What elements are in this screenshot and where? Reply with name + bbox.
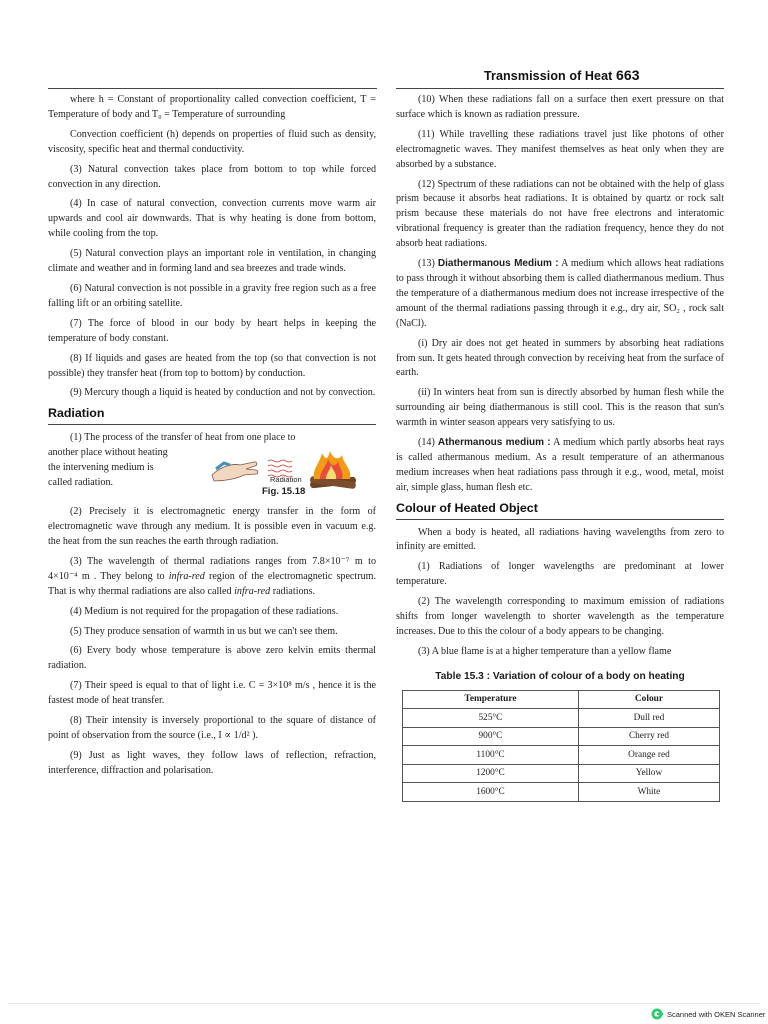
right-top-rule: [396, 88, 724, 89]
colour-table: [402, 690, 720, 802]
colour-point-2: (2) The wavelength corresponding to maximum emission of radiations shifts from longer wavelength to shorter wavelength as the temperature increases. Due to this the colour of a body appears to be changing.: [396, 596, 724, 637]
r14-text: A medium which partly absorbs heat rays is called athermanous medium. As a result temperature of an athermanous medium increases when heat radiations pass through it e.g., wood, metal, moist air, simple glass, human flesh etc.: [396, 437, 725, 493]
radiation-point-5: (5) They produce sensation of warmth in us but we can't see them.: [70, 625, 338, 637]
table-row: [403, 727, 720, 746]
radiation-point-2: (2) Precisely it is electromagnetic energy transfer in the form of electromagnetic wave through any medium. It is possible even in vacuum e.g. the heat from the sun reaches the earth through radiation.: [48, 506, 376, 548]
radiation-line-4: called radiation.: [48, 476, 114, 488]
header-title: Transmission of Heat: [484, 69, 613, 83]
paragraph-where: where h = Constant of proportionality called convection coefficient, T = Temperature of body and T₀ = Temperature of surrounding: [48, 94, 376, 120]
radiation-point-6: (6) Every body whose temperature is above zero kelvin emits thermal radiation.: [48, 645, 376, 672]
colour-intro: When a body is heated, all radiations having wavelengths from zero to infinity are emitted.: [396, 526, 724, 553]
table-cell: Cherry red: [578, 727, 719, 746]
r13-number: (13): [418, 258, 438, 270]
paragraph-coefficient: Convection coefficient (h) depends on properties of fluid such as density, viscosity, specific heat and thermal conductivity.: [48, 128, 376, 155]
paragraph-4: (4) In case of natural convection, convection currents move warm air upwards and cool air downwards. That is why heating is done from bottom, while cooling from the top.: [48, 198, 376, 240]
table-row: [403, 783, 720, 802]
paragraph-9: (9) Mercury though a liquid is heated by conduction and not by convection.: [70, 387, 376, 399]
paragraph-6: (6) Natural convection is not possible in a gravity free region such as a free falling lift or an orbiting satellite.: [48, 282, 376, 309]
table-header-colour: Colour: [578, 690, 719, 709]
table-cell: 525°C: [403, 709, 579, 728]
table-row: [403, 709, 720, 728]
page-header: [484, 67, 640, 83]
table-header-temperature: Temperature: [403, 690, 579, 709]
athermanous-term: Athermanous medium :: [437, 437, 551, 449]
table-cell: Orange red: [578, 746, 719, 765]
figure-label: Radiation: [270, 475, 302, 485]
scanner-watermark: [651, 1008, 765, 1020]
r3-part-e: radiations.: [270, 585, 316, 597]
radiation-point-13-ii: (ii) In winters heat from sun is directly absorbed by human flesh while the surrounding air being diathermanous is still cool. This is the reason that sun's warmth in winter season appears very satisfying to us.: [396, 387, 724, 429]
r3-part-c: region of the electromagnetic spectrum. That is why thermal radiations are also called: [48, 570, 376, 597]
diathermanous-term: Diathermanous Medium :: [437, 258, 559, 270]
radiation-point-7: (7) Their speed is equal to that of light i.e. C = 3×10⁸ m/s , hence it is the fastest mode of heat transfer.: [48, 680, 376, 707]
table-row: [403, 764, 720, 783]
scanner-text: Scanned with OKEN Scanner: [667, 1009, 766, 1019]
radiation-point-13-i: (i) Dry air does not get heated in summers by absorbing heat radiations from sun. It gets heated through convection by receiving heat from the surface of earth.: [396, 337, 724, 379]
radiation-point-9: (9) Just as light waves, they follow laws of reflection, refraction, interference, diffraction and polarisation.: [48, 749, 376, 776]
table-cell: 1200°C: [403, 764, 579, 783]
radiation-heading: Radiation: [48, 406, 376, 425]
right-column: [396, 93, 724, 802]
radiation-point-12: (12) Spectrum of these radiations can not be obtained with the help of glass prism because it absorbs heat radiations. It is obtained by quartz or rock salt prism because these materials do not have free electrons and interatomic vibrational frequency is greater than the radiation frequency, hence they do not absorb heat radiations.: [396, 178, 724, 250]
radiation-point-3: [48, 555, 376, 600]
table-cell: Dull red: [578, 709, 719, 728]
table-cell: 1100°C: [403, 746, 579, 765]
table-cell: Yellow: [578, 764, 719, 783]
r3-part-a: (3) The wavelength of thermal radiations ranges from 7.8×10⁻⁷ m to 4×10⁻⁴ m . They belong to: [48, 555, 376, 582]
colour-point-1: (1) Radiations of longer wavelengths are predominant at lower temperature.: [396, 561, 724, 588]
paragraph-3: (3) Natural convection takes place from bottom to top while forced convection in any direction.: [48, 163, 376, 190]
radiation-point-8: (8) Their intensity is inversely proportional to the square of distance of point of observation from the source (i.e., I ∝ 1/d² ).: [48, 715, 376, 741]
radiation-point-14: [396, 436, 724, 496]
table-header-row: [403, 690, 720, 709]
table-row: [403, 746, 720, 765]
r3-part-b: infra-red: [168, 570, 205, 582]
left-top-rule: [48, 88, 377, 89]
r13-text: A medium which allows heat radiations to pass through it without absorbing them is called diathermanous medium. Thus the temperature of a diathermanous medium does not increase irrespective of the amount of the thermal radiations passing through it e.g., dry air, SO₂ , rock salt (NaCl).: [396, 258, 724, 329]
table-cell: White: [578, 783, 719, 802]
r14-number: (14): [418, 437, 438, 449]
table-cell: 900°C: [403, 727, 579, 746]
radiation-point-4: (4) Medium is not required for the propagation of these radiations.: [70, 605, 339, 617]
scanner-logo-icon: [651, 1008, 663, 1020]
colour-point-3: (3) A blue flame is at a higher temperature than a yellow flame: [418, 645, 672, 657]
page-number: 663: [616, 67, 640, 83]
footer-divider: [8, 1003, 760, 1004]
paragraph-5: (5) Natural convection plays an important role in ventilation, in changing climate and weather and in forming land and sea breezes and trade winds.: [48, 248, 376, 275]
left-column: [48, 93, 376, 784]
radiation-point-11: (11) While travelling these radiations travel just like photons of other electromagnetic waves. They manifest themselves as heat only when they are absorbed by a substance.: [396, 128, 724, 170]
paragraph-7: (7) The force of blood in our body by heart helps in keeping the temperature of body constant.: [48, 317, 376, 344]
radiation-point-10: (10) When these radiations fall on a surface then exert pressure on that surface which is known as radiation pressure.: [396, 94, 724, 120]
radiation-intro-block: [48, 431, 376, 499]
radiation-point-13: [396, 257, 724, 332]
table-title: Table 15.3 : Variation of colour of a body on heating: [435, 670, 685, 682]
r3-part-d: infra-red: [234, 585, 271, 597]
figure-caption: Fig. 15.18: [262, 486, 306, 498]
radiation-definition: [48, 431, 296, 491]
radiation-line-3: the intervening medium is: [48, 462, 154, 474]
colour-heading: Colour of Heated Object: [396, 501, 724, 520]
paragraph-8: (8) If liquids and gases are heated from the top (so that convection is not possible) they transfer heat (from top to bottom) by conduction.: [48, 352, 376, 379]
table-cell: 1600°C: [403, 783, 579, 802]
radiation-line-2: another place without heating: [48, 447, 168, 459]
radiation-line-1: (1) The process of the transfer of heat from one place to: [70, 432, 296, 444]
